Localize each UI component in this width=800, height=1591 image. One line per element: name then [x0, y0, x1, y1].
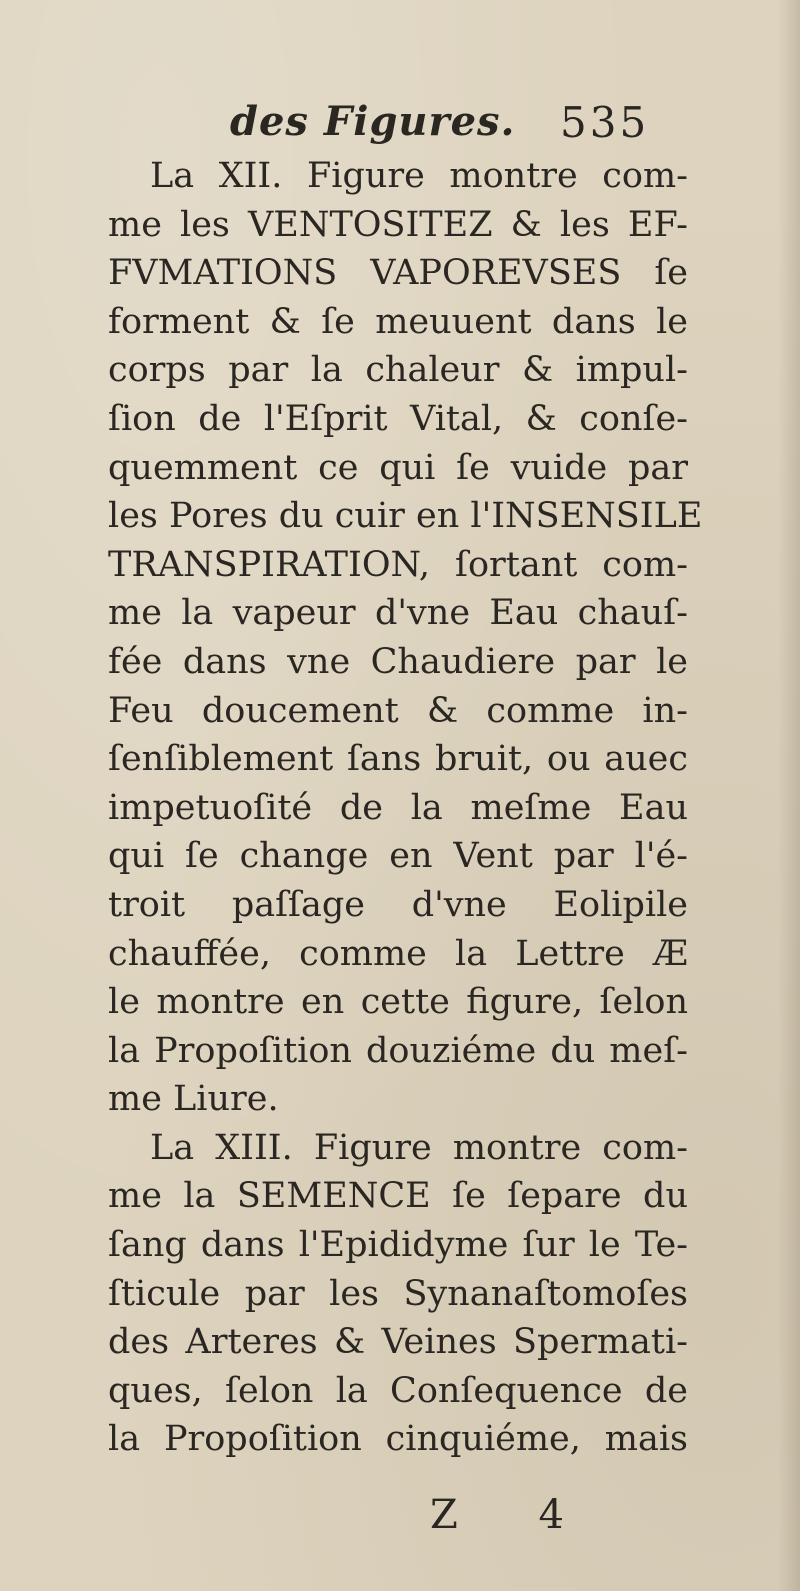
text-line-9: TRANSPIRATION, ſortant com- — [108, 544, 688, 585]
text-line-14: impetuoſité de la meſme Eau — [108, 787, 688, 828]
text-line-6: ſion de l'Eſprit Vital, & conſe- — [108, 398, 688, 439]
text-line-18: le montre en cette figure, ſelon — [108, 982, 688, 1023]
text-line-15: qui ſe change en Vent par l'é- — [108, 836, 688, 877]
signature-mark: Z 4 — [430, 1492, 598, 1538]
text-line-27: la Propoſition cinquiéme, mais — [108, 1419, 688, 1460]
text-line-22: me la SEMENCE ſe ſepare du — [108, 1176, 688, 1217]
text-line-21: La XIII. Figure montre com- — [150, 1127, 688, 1168]
text-line-13: ſenſiblement ſans bruit, ou auec — [108, 739, 688, 780]
text-line-12: Feu doucement & comme in- — [108, 690, 688, 731]
body-text — [108, 152, 703, 1464]
text-line-1: La XII. Figure montre com- — [150, 156, 688, 196]
text-line-2: me les VENTOSITEZ & les EF- — [108, 204, 688, 245]
text-line-16: troit paſſage d'vne Eolipile — [108, 884, 688, 925]
text-line-5: corps par la chaleur & impul- — [108, 350, 688, 391]
text-line-4: forment & ſe meuuent dans le — [108, 301, 688, 342]
text-line-11: fée dans vne Chaudiere par le — [108, 641, 688, 682]
running-header — [230, 98, 670, 148]
text-line-17: chauffée, comme la Lettre Æ — [108, 933, 688, 974]
text-line-24: ſticule par les Synanaſtomoſes — [108, 1273, 688, 1314]
text-line-8: les Pores du cuir en l'INSENSILE — [108, 496, 703, 537]
text-line-19: la Propoſition douziéme du meſ- — [108, 1030, 688, 1071]
running-title: des Figures. — [230, 98, 516, 145]
text-line-23: ſang dans l'Epididyme ſur le Te- — [108, 1225, 688, 1266]
text-line-20: me Liure. — [108, 1079, 279, 1120]
text-line-7: quemment ce qui ſe vuide par — [108, 447, 688, 488]
page-edge-shadow — [778, 0, 800, 1591]
page-number: 535 — [560, 98, 650, 147]
text-line-10: me la vapeur d'vne Eau chauſ- — [108, 593, 688, 634]
text-line-25: des Arteres & Veines Spermati- — [108, 1322, 688, 1363]
text-line-3: FVMATIONS VAPOREVSES ſe — [108, 253, 688, 294]
text-line-26: ques, ſelon la Conſequence de — [108, 1370, 688, 1411]
